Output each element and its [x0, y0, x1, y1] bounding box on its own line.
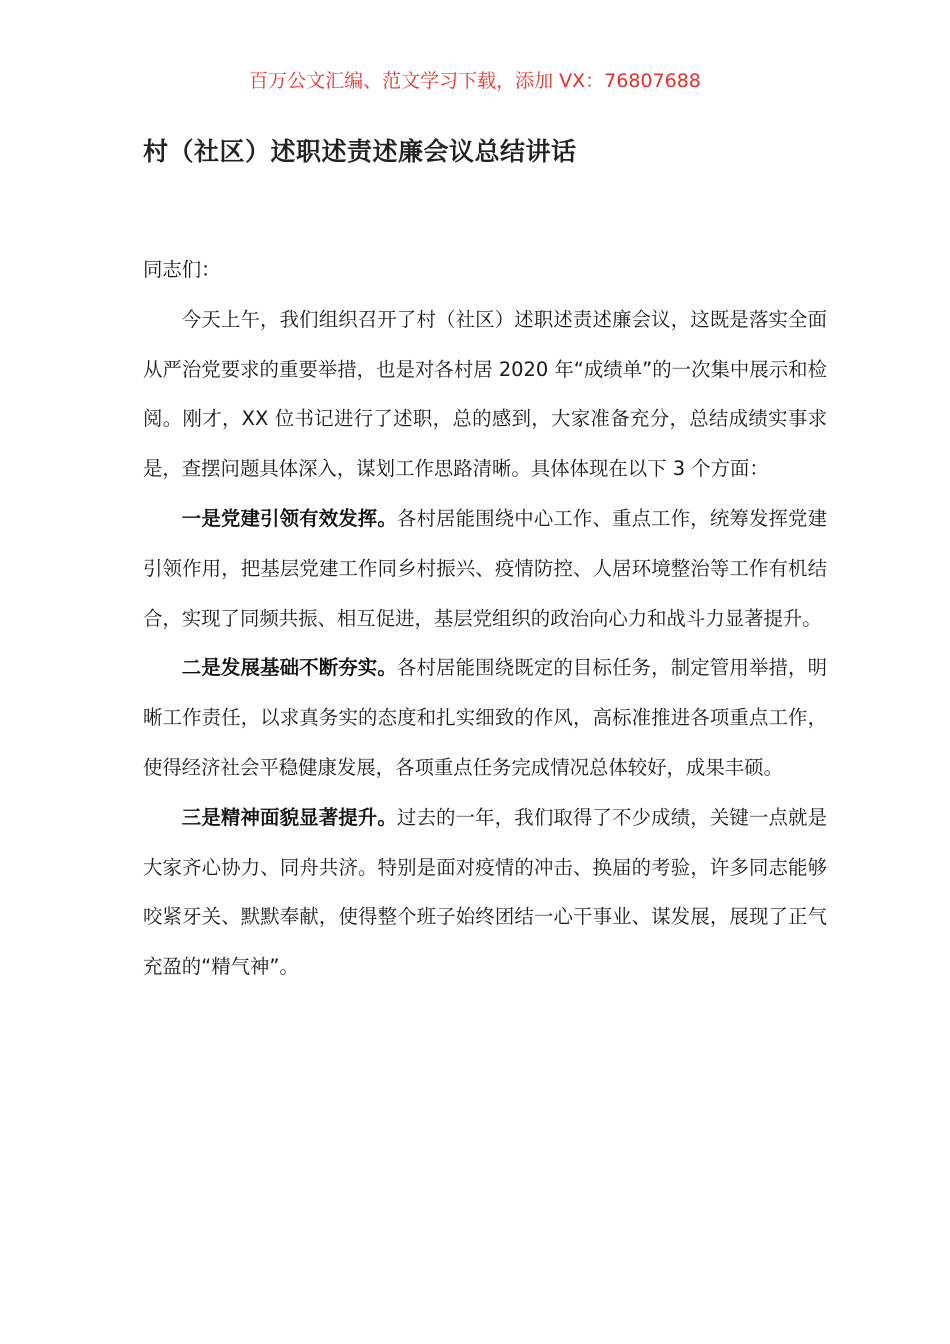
header-watermark-note: 百万公文汇编、范文学习下载，添加 VX：76807688 — [249, 70, 701, 92]
point-text-2: 各村居能围绕既定的目标任务，制定管用举措，明晰工作责任，以求真务实的态度和扎实细致的作风，高标准推进各项重点工作，使得经济社会平稳健康发展，各项重点任务完成情况总体较好，成果丰硕。 — [143, 656, 828, 779]
point-paragraph-3 — [143, 793, 827, 992]
point-lead-3: 三是精神面貌显著提升。 — [181, 805, 397, 829]
document-body — [143, 245, 827, 992]
intro-paragraph: 今天上午，我们组织召开了村（社区）述职述责述廉会议，这既是落实全面从严治党要求的重要举措，也是对各村居 2020 年“成绩单”的一次集中展示和检阅。刚才，XX 位书记进行了述职，总的感到，大家准备充分，总结成绩实事求是，查摆问题具体深入，谋划工作思路清晰。具体体现在以下 3 个方面： — [143, 307, 827, 481]
point-paragraph-1 — [143, 494, 827, 643]
document-title: 村（社区）述职述责述廉会议总结讲话 — [143, 137, 577, 166]
salutation: 同志们： — [143, 258, 221, 281]
point-lead-1: 一是党建引领有效发挥。 — [181, 506, 397, 530]
point-lead-2: 二是发展基础不断夯实。 — [181, 656, 397, 680]
point-paragraph-2 — [143, 643, 827, 792]
point-text-3: 过去的一年，我们取得了不少成绩，关键一点就是大家齐心协力、同舟共济。特别是面对疫情的冲击、换届的考验，许多同志能够咬紧牙关、默默奉献，使得整个班子始终团结一心干事业、谋发展，展现了正气充盈的“精气神”。 — [143, 805, 828, 979]
point-text-1: 各村居能围绕中心工作、重点工作，统筹发挥党建引领作用，把基层党建工作同乡村振兴、疫情防控、人居环境整治等工作有机结合，实现了同频共振、相互促进，基层党组织的政治向心力和战斗力显著提升。 — [143, 506, 828, 630]
